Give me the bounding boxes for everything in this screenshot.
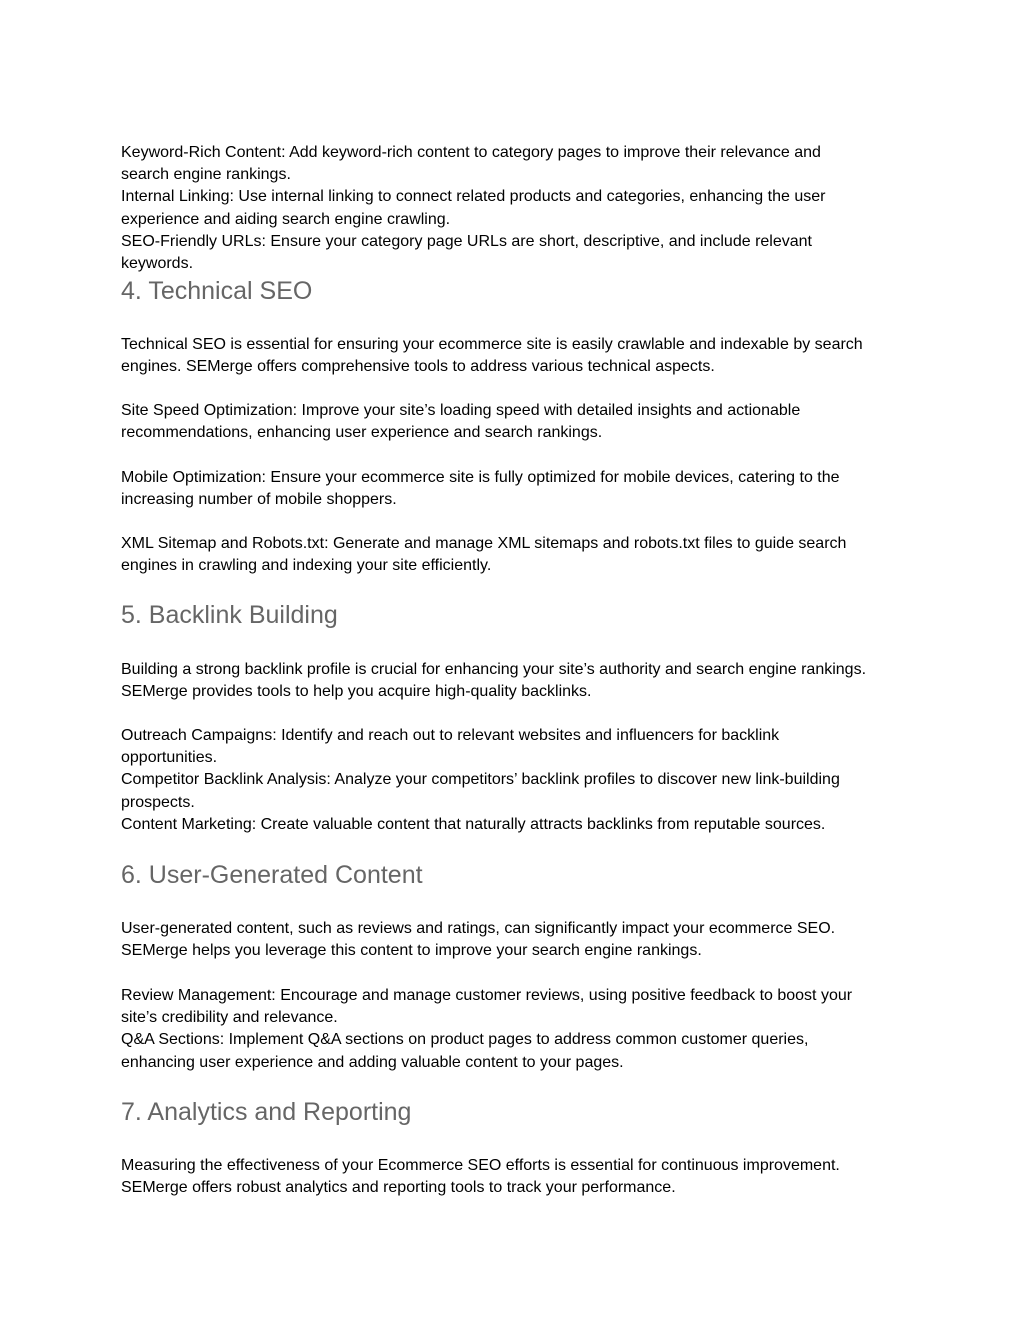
technical-paragraph: [121, 467, 911, 511]
intro-line: experience and aiding search engine crawling.: [121, 210, 451, 228]
paragraph-line: engines. SEMerge offers comprehensive tools to address various technical aspects.: [121, 358, 715, 376]
heading-backlink-building: 5. Backlink Building: [121, 601, 338, 629]
paragraph-line: enhancing user experience and adding valuable content to your pages.: [121, 1053, 624, 1071]
paragraph-line: increasing number of mobile shoppers.: [121, 491, 397, 509]
ugc-paragraph: [121, 985, 911, 1074]
paragraph-line: Technical SEO is essential for ensuring your ecommerce site is easily crawlable and indexable by search: [121, 336, 863, 353]
heading-user-generated-content: 6. User-Generated Content: [121, 861, 423, 889]
intro-line: search engine rankings.: [121, 166, 291, 184]
intro-line: Internal Linking: Use internal linking to connect related products and categories, enhancing the user: [121, 188, 826, 206]
paragraph-line: prospects.: [121, 793, 195, 811]
backlink-paragraph: [121, 725, 911, 836]
intro-paragraph: [121, 142, 911, 275]
paragraph-line: Review Management: Encourage and manage customer reviews, using positive feedback to boost your: [121, 987, 853, 1004]
paragraph-line: Measuring the effectiveness of your Ecommerce SEO efforts is essential for continuous improvement.: [121, 1157, 840, 1174]
paragraph-line: Q&A Sections: Implement Q&A sections on product pages to address common customer queries,: [121, 1031, 809, 1049]
paragraph-line: opportunities.: [121, 749, 218, 767]
heading-technical-seo: 4. Technical SEO: [121, 277, 313, 305]
paragraph-line: Outreach Campaigns: Identify and reach out to relevant websites and influencers for backlink: [121, 727, 780, 744]
analytics-paragraph: [121, 1155, 911, 1199]
paragraph-line: recommendations, enhancing user experience and search rankings.: [121, 424, 603, 442]
paragraph-line: Site Speed Optimization: Improve your site’s loading speed with detailed insights and actionable: [121, 402, 801, 419]
paragraph-line: XML Sitemap and Robots.txt: Generate and manage XML sitemaps and robots.txt files to guide search: [121, 535, 847, 552]
intro-line: keywords.: [121, 255, 194, 273]
paragraph-line: site’s credibility and relevance.: [121, 1009, 338, 1027]
paragraph-line: Building a strong backlink profile is crucial for enhancing your site’s authority and search engine rankings.: [121, 661, 867, 678]
paragraph-line: SEMerge offers robust analytics and reporting tools to track your performance.: [121, 1179, 676, 1197]
paragraph-line: User-generated content, such as reviews and ratings, can significantly impact your ecommerce SEO.: [121, 920, 836, 937]
intro-line: Keyword-Rich Content: Add keyword-rich content to category pages to improve their relevance and: [121, 144, 821, 161]
heading-analytics-reporting: 7. Analytics and Reporting: [121, 1098, 412, 1126]
paragraph-line: engines in crawling and indexing your site efficiently.: [121, 557, 492, 575]
paragraph-line: SEMerge helps you leverage this content to improve your search engine rankings.: [121, 942, 702, 960]
backlink-paragraph: [121, 659, 911, 703]
technical-paragraph: [121, 533, 911, 577]
paragraph-line: Mobile Optimization: Ensure your ecommerce site is fully optimized for mobile devices, catering to the: [121, 469, 840, 486]
technical-paragraph: [121, 334, 911, 378]
technical-paragraph: [121, 400, 911, 444]
ugc-paragraph: [121, 918, 911, 962]
paragraph-line: SEMerge provides tools to help you acquire high-quality backlinks.: [121, 683, 592, 701]
paragraph-line: Content Marketing: Create valuable content that naturally attracts backlinks from reputable sources.: [121, 815, 826, 833]
intro-line: SEO-Friendly URLs: Ensure your category page URLs are short, descriptive, and include relevant: [121, 232, 812, 250]
paragraph-line: Competitor Backlink Analysis: Analyze your competitors’ backlink profiles to discover new link-building: [121, 771, 840, 789]
